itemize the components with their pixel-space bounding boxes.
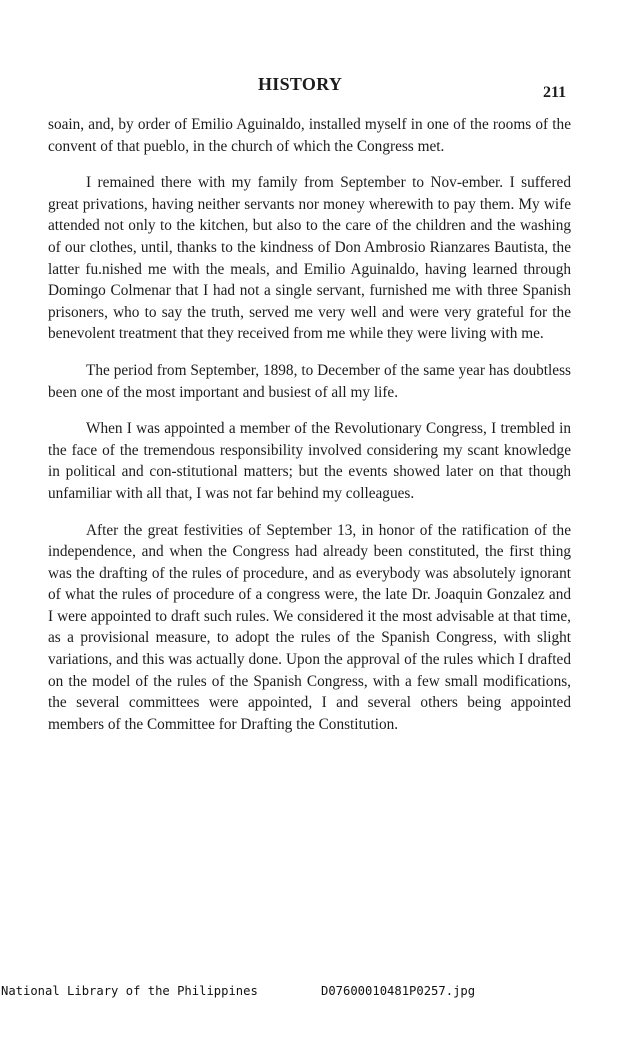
scan-footer <box>0 984 631 999</box>
paragraph-family-privations: I remained there with my family from September to Nov-ember. I suffered great privations, having neither servants nor money wherewith to pay them. My wife attended not only to the kitchen, but also to the care of the children and the washing of our clothes, until, thanks to the kindness of Don Ambrosio Rianzares Bautista, the latter fu.nished me with the meals, and Emilio Aguinaldo, having learned through Domingo Colmenar that I had not a single servant, furnished me with three Spanish prisoners, who to say the truth, served me very well and were very grateful for the benevolent treatment that they received from me while they were living with me. <box>48 174 571 343</box>
footer-filename: D07600010481P0257.jpg <box>321 984 476 998</box>
running-head <box>0 74 631 101</box>
paragraph-appointment: When I was appointed a member of the Revolutionary Congress, I trembled in the face of the tremendous responsibility involved considering my scant knowledge in political and con-stitutional matters; but the events showed later on that though unfamiliar with all that, I was not far behind my colleagues. <box>48 420 571 502</box>
paragraph-busiest-period: The period from September, 1898, to December of the same year has doubtless been one of the most important and busiest of all my life. <box>48 361 571 401</box>
body-text <box>48 114 571 750</box>
footer-library-name: National Library of the Philippines <box>1 984 258 998</box>
page-number: 211 <box>543 84 567 101</box>
running-title: HISTORY <box>258 74 343 94</box>
paragraph-continued: soain, and, by order of Emilio Aguinaldo, installed myself in one of the rooms of the convent of that pueblo, in the church of which the Congress met. <box>48 116 571 155</box>
paragraph-rules-of-procedure: After the great festivities of September 13, in honor of the ratification of the independence, and when the Congress had already been constituted, the first thing was the drafting of the rules of procedure, and as everybody was absolutely ignorant of what the rules of procedure of a congress were, the late Dr. Joaquin Gonzalez and I were appointed to draft such rules. We considered it the most advisable at that time, as a provisional measure, to adopt the rules of the Spanish Congress, with slight variations, and this was actually done. Upon the approval of the rules which I drafted on the model of the rules of the Spanish Congress, with a few small modifications, the several committees were appointed, I and several others being appointed members of the Committee for Drafting the Constitution. <box>48 521 571 733</box>
